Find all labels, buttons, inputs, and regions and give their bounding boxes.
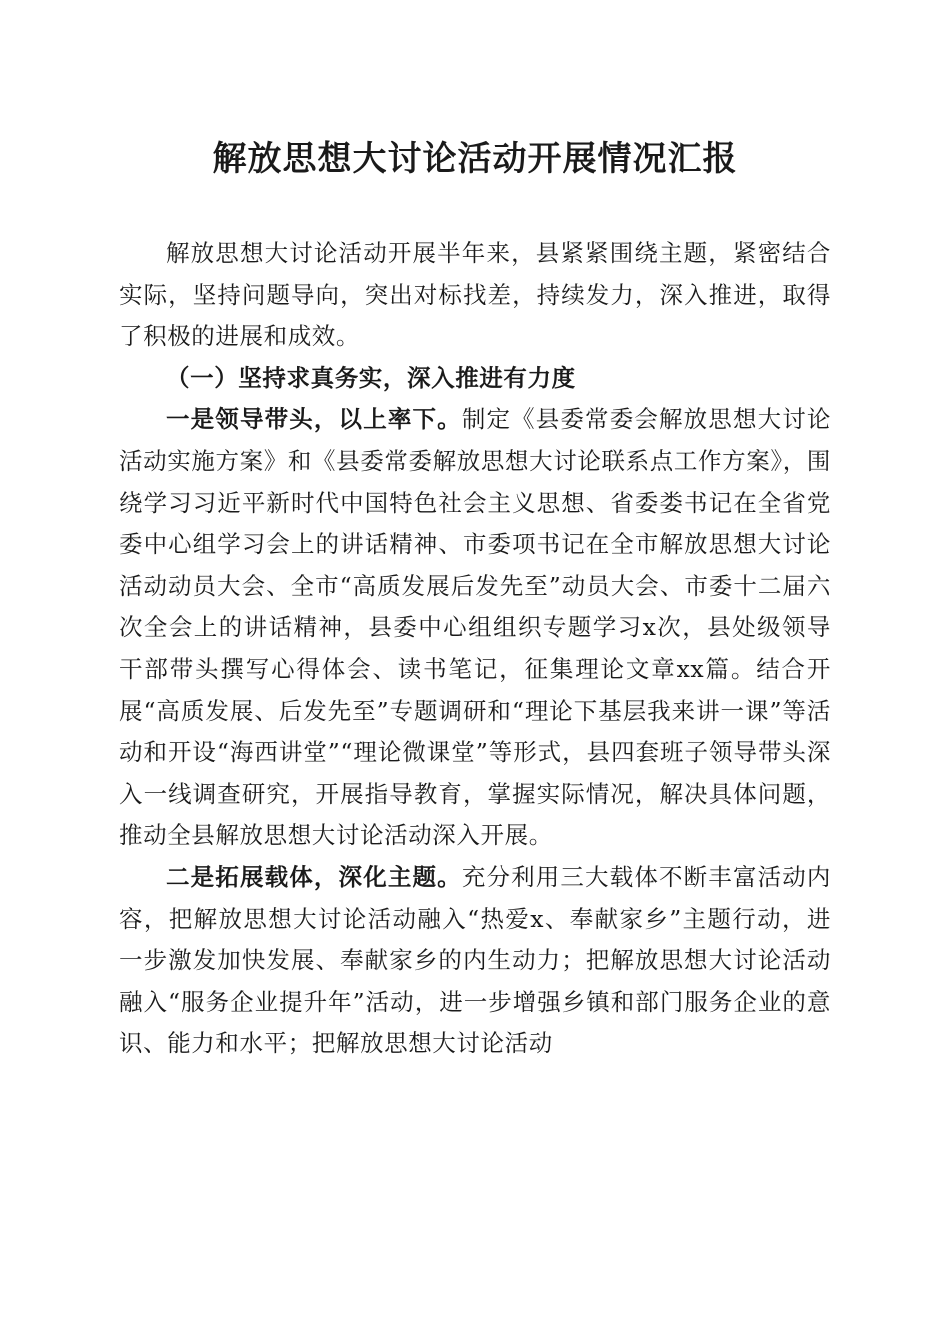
paragraph-carriers (119, 857, 831, 1065)
paragraph-lead: 二是拓展载体，深化主题。 (166, 862, 462, 891)
paragraph-body: 制定《县委常委会解放思想大讨论活动实施方案》和《县委常委解放思想大讨论联系点工作方案》，围绕学习习近平新时代中国特色社会主义思想、省委娄书记在全省党委中心组学习会上的讲话精神、市委项书记在全市解放思想大讨论活动动员大会、全市“高质发展后发先至”动员大会、市委十二届六次全会上的讲话精神，县委中心组组织专题学习x次，县处级领导干部带头撰写心得体会、读书笔记，征集理论文章xx篇。结合开展“高质发展、后发先至”专题调研和“理论下基层我来讲一课”等活动和开设“海西讲堂”“理论微课堂”等形式，县四套班子领导带头深入一线调查研究，开展指导教育，掌握实际情况，解决具体问题，推动全县解放思想大讨论活动深入开展。 (119, 405, 832, 850)
section-heading: （一）坚持求真务实，深入推进有力度 (166, 363, 576, 392)
paragraph-leadership (119, 399, 831, 857)
intro-paragraph: 解放思想大讨论活动开展半年来，县紧紧围绕主题，紧密结合实际，坚持问题导向，突出对标找差，持续发力，深入推进，取得了积极的进展和成效。 (119, 239, 831, 351)
document-body (119, 233, 831, 1065)
paragraph-lead: 一是领导带头，以上率下。 (166, 405, 462, 434)
document-title: 解放思想大讨论活动开展情况汇报 (212, 139, 738, 179)
paragraph-body: 充分利用三大载体不断丰富活动内容，把解放思想大讨论活动融入“热爱x、奉献家乡”主题行动，进一步激发加快发展、奉献家乡的内生动力；把解放思想大讨论活动融入“服务企业提升年”活动，进一步增强乡镇和部门服务企业的意识、能力和水平；把解放思想大讨论活动 (119, 862, 832, 1058)
